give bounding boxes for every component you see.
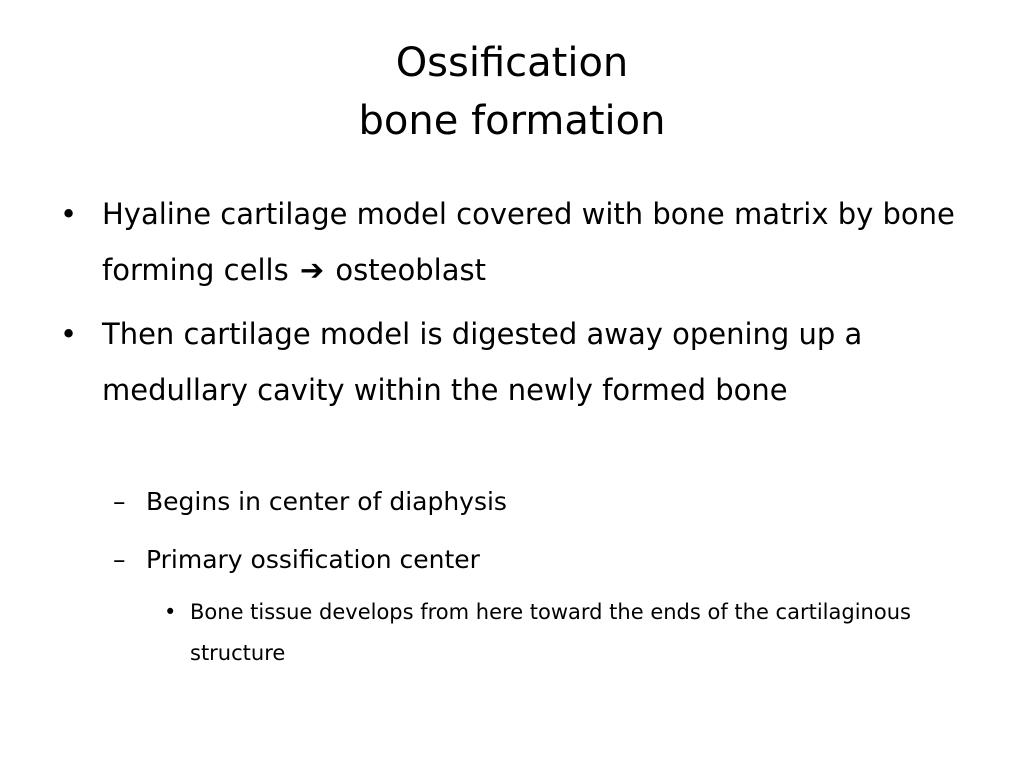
slide-title-line-2: bone formation <box>358 98 666 144</box>
sub-bullet-text: Primary ossification center <box>146 545 480 574</box>
sub-bullet-item <box>113 540 973 580</box>
sub-bullet-item <box>113 482 973 522</box>
bullet-item <box>60 306 980 418</box>
bullet-text-part: osteoblast <box>326 253 486 287</box>
bullet-text <box>102 186 980 298</box>
arrow-right-icon: ➔ <box>299 253 325 287</box>
bullet-text-part: Hyaline cartilage model covered with bone matrix by bone forming cells <box>102 197 955 287</box>
slide-title <box>0 34 1024 150</box>
bullet-marker: • <box>60 197 78 231</box>
sub-bullet-marker: – <box>113 487 126 516</box>
bullet-text: Then cartilage model is digested away opening up a medullary cavity within the newly formed bone <box>102 317 863 407</box>
bullet-marker: • <box>60 317 78 351</box>
sub-bullet-marker: – <box>113 545 126 574</box>
bullet-item <box>60 186 980 298</box>
slide-title-line-1: Ossification <box>395 40 629 86</box>
sub-sub-bullet-marker: • <box>164 600 177 624</box>
sub-sub-bullet-text: Bone tissue develops from here toward the ends of the cartilaginous structure <box>190 600 911 665</box>
sub-sub-bullet-item <box>164 592 984 674</box>
sub-bullet-text: Begins in center of diaphysis <box>146 487 507 516</box>
